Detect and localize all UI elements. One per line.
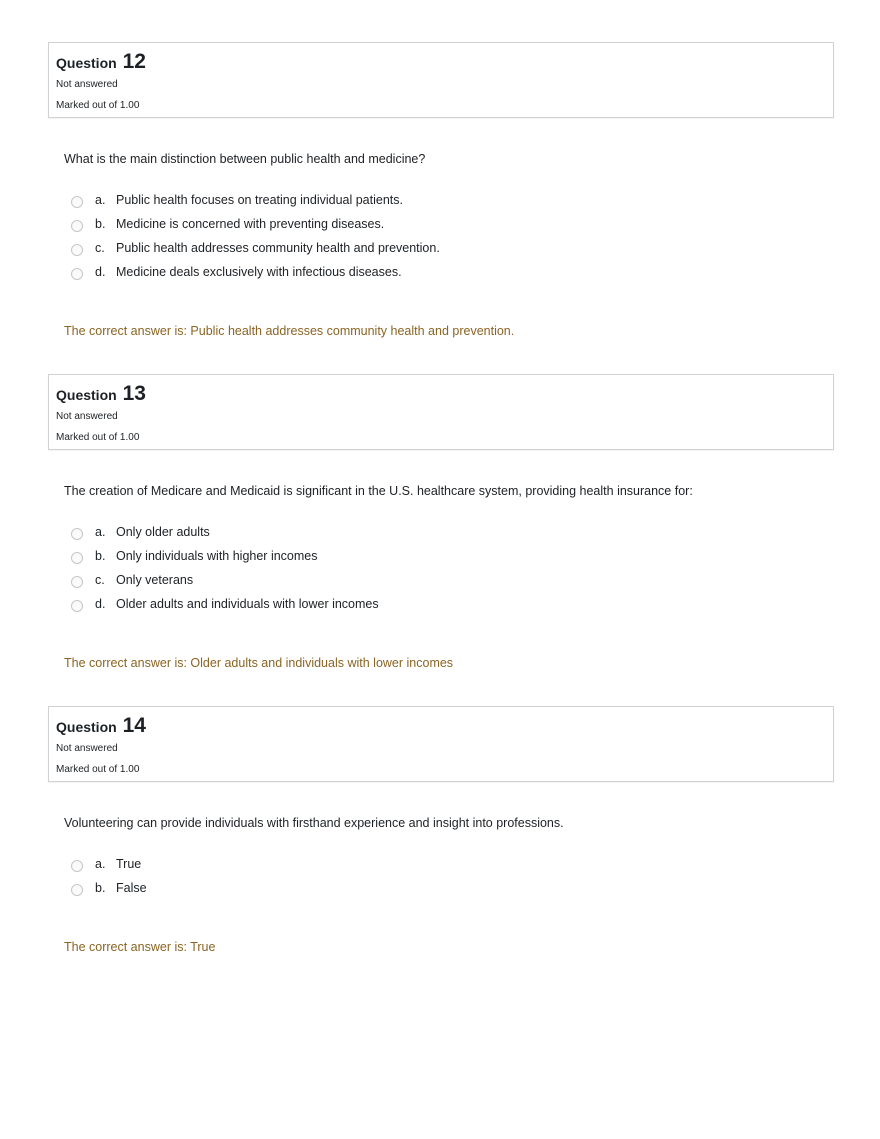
question-info-box bbox=[48, 706, 834, 782]
option-letter: b. bbox=[95, 881, 106, 895]
question-grade: Marked out of 1.00 bbox=[56, 432, 140, 443]
question-info-box bbox=[48, 42, 834, 118]
correct-answer-feedback: The correct answer is: True bbox=[64, 940, 216, 954]
option-letter: d. bbox=[95, 265, 106, 279]
option-text: Medicine deals exclusively with infectious diseases. bbox=[116, 265, 402, 279]
option-text: Public health focuses on treating individual patients. bbox=[116, 193, 403, 207]
question-12 bbox=[48, 42, 834, 338]
question-content bbox=[48, 450, 834, 670]
question-label: Question bbox=[56, 387, 117, 403]
option-letter: a. bbox=[95, 857, 106, 871]
answer-option-d[interactable] bbox=[64, 260, 834, 284]
answer-option-a[interactable] bbox=[64, 188, 834, 212]
option-letter: a. bbox=[95, 525, 106, 539]
question-13 bbox=[48, 374, 834, 670]
question-state: Not answered bbox=[56, 411, 118, 422]
option-text: False bbox=[116, 881, 147, 895]
answer-option-b[interactable] bbox=[64, 212, 834, 236]
question-title bbox=[56, 713, 826, 739]
radio-button[interactable] bbox=[71, 552, 83, 564]
option-text: Medicine is concerned with preventing diseases. bbox=[116, 217, 385, 231]
radio-button[interactable] bbox=[71, 528, 83, 540]
answer-list bbox=[64, 520, 834, 616]
question-text: The creation of Medicare and Medicaid is significant in the U.S. healthcare system, providing health insurance for: bbox=[64, 484, 693, 498]
option-letter: d. bbox=[95, 597, 106, 611]
question-label: Question bbox=[56, 719, 117, 735]
option-letter: c. bbox=[95, 573, 105, 587]
question-text: What is the main distinction between public health and medicine? bbox=[64, 152, 426, 166]
option-text: True bbox=[116, 857, 142, 871]
option-text: Only veterans bbox=[116, 573, 194, 587]
radio-button[interactable] bbox=[71, 268, 83, 280]
option-text: Only individuals with higher incomes bbox=[116, 549, 318, 563]
option-letter: a. bbox=[95, 193, 106, 207]
option-letter: b. bbox=[95, 549, 106, 563]
radio-button[interactable] bbox=[71, 576, 83, 588]
question-number: 13 bbox=[122, 382, 146, 405]
question-state: Not answered bbox=[56, 79, 118, 90]
radio-button[interactable] bbox=[71, 220, 83, 232]
answer-list bbox=[64, 188, 834, 284]
answer-option-b[interactable] bbox=[64, 544, 834, 568]
option-letter: c. bbox=[95, 241, 105, 255]
question-label: Question bbox=[56, 55, 117, 71]
option-letter: b. bbox=[95, 217, 106, 231]
question-title bbox=[56, 49, 826, 75]
answer-option-c[interactable] bbox=[64, 236, 834, 260]
correct-answer-feedback: The correct answer is: Older adults and individuals with lower incomes bbox=[64, 656, 454, 670]
question-content bbox=[48, 782, 834, 954]
correct-answer-feedback: The correct answer is: Public health addresses community health and prevention. bbox=[64, 324, 515, 338]
radio-button[interactable] bbox=[71, 244, 83, 256]
radio-button[interactable] bbox=[71, 884, 83, 896]
answer-option-a[interactable] bbox=[64, 520, 834, 544]
option-text: Public health addresses community health and prevention. bbox=[116, 241, 440, 255]
question-grade: Marked out of 1.00 bbox=[56, 764, 140, 775]
option-text: Only older adults bbox=[116, 525, 210, 539]
question-grade: Marked out of 1.00 bbox=[56, 100, 140, 111]
question-state: Not answered bbox=[56, 743, 118, 754]
answer-option-d[interactable] bbox=[64, 592, 834, 616]
question-title bbox=[56, 381, 826, 407]
question-text: Volunteering can provide individuals with firsthand experience and insight into professions. bbox=[64, 816, 564, 830]
question-number: 14 bbox=[122, 714, 146, 737]
answer-option-b[interactable] bbox=[64, 876, 834, 900]
answer-option-c[interactable] bbox=[64, 568, 834, 592]
radio-button[interactable] bbox=[71, 196, 83, 208]
option-text: Older adults and individuals with lower incomes bbox=[116, 597, 379, 611]
question-14 bbox=[48, 706, 834, 954]
question-number: 12 bbox=[122, 50, 146, 73]
radio-button[interactable] bbox=[71, 600, 83, 612]
answer-option-a[interactable] bbox=[64, 852, 834, 876]
answer-list bbox=[64, 852, 834, 900]
question-content bbox=[48, 118, 834, 338]
radio-button[interactable] bbox=[71, 860, 83, 872]
question-info-box bbox=[48, 374, 834, 450]
